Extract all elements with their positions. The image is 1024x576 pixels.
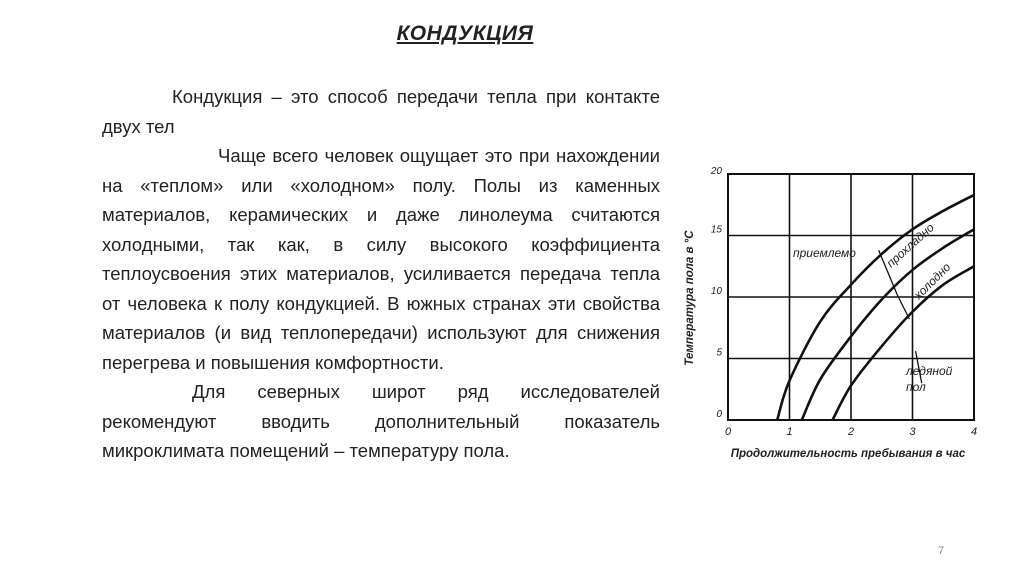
x-tick-label: 0 bbox=[724, 426, 732, 438]
y-tick-label: 5 bbox=[716, 347, 722, 359]
x-tick-label: 2 bbox=[847, 426, 855, 438]
x-tick-label: 4 bbox=[970, 426, 978, 438]
y-axis-label: Температура пола в °С bbox=[684, 230, 696, 366]
chart-grid bbox=[728, 174, 974, 420]
y-tick-label: 10 bbox=[710, 286, 722, 297]
y-tick-label: 15 bbox=[710, 224, 722, 236]
leader-cool-cold bbox=[897, 295, 909, 320]
chart-curves bbox=[777, 195, 974, 420]
slide-title: КОНДУКЦИЯ bbox=[396, 22, 534, 45]
x-axis-label: Продолжительность пребывания в час bbox=[730, 448, 966, 460]
floor-temperature-chart bbox=[676, 158, 1006, 468]
y-tick-label: 0 bbox=[716, 409, 722, 420]
page-number: 7 bbox=[938, 545, 945, 557]
annotation-acceptable: приемлемо bbox=[793, 246, 856, 260]
body-text bbox=[102, 82, 660, 466]
y-tick-label: 20 bbox=[710, 166, 722, 177]
paragraph-north: Для северных широт ряд исследователей рекомендуют вводить дополнительный показатель микроклимата помещений – температуру пола. bbox=[102, 381, 660, 461]
x-tick-label: 1 bbox=[786, 426, 793, 438]
annotation-icy: ледяной bbox=[906, 364, 953, 378]
paragraph-floors: Чаще всего человек ощущает это при нахождении на «теплом» или «холодном» полу. Полы из каменных материалов, керамических и даже линолеума считаются холодными, так как, в силу высокого коэффициента теплоусвоения этих материалов, усиливается передача тепла от человека к полу кондукцией. В южных странах эти свойства материалов (и вид теплопередачи) используют для снижения перегрева и повышения комфортности. bbox=[102, 145, 660, 373]
annotation-floor: пол bbox=[906, 380, 926, 394]
annotation-cold: холодно bbox=[911, 259, 954, 303]
series-curve-3 bbox=[833, 266, 974, 420]
paragraph-definition: Кондукция – это способ передачи тепла при контакте двух тел bbox=[102, 86, 660, 137]
x-tick-label: 3 bbox=[909, 426, 916, 438]
annotation-cool: прохладно bbox=[883, 220, 937, 271]
